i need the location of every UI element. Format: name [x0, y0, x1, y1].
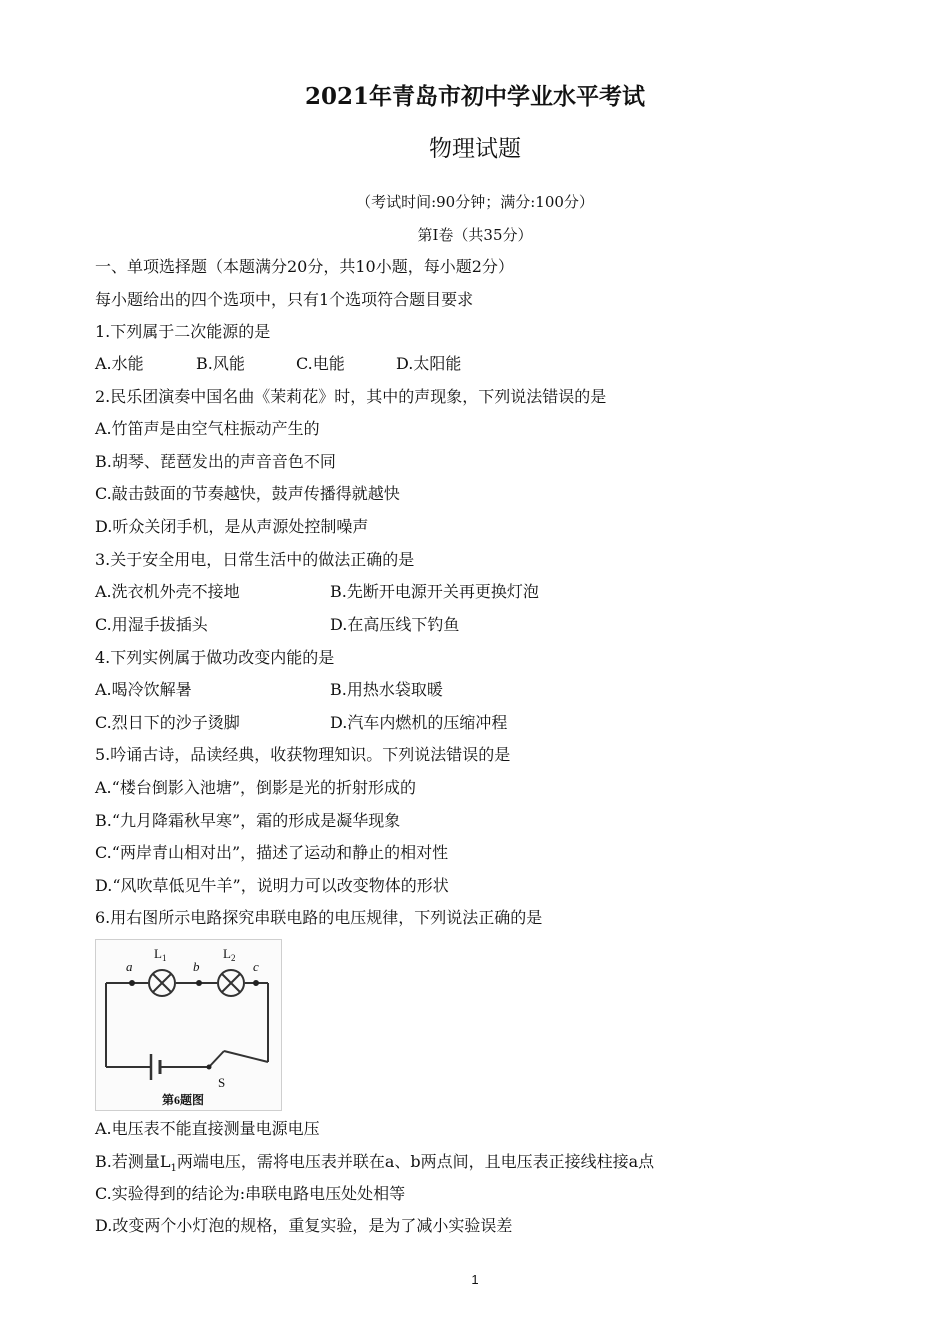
question-5-stem: 5.吟诵古诗，品读经典，收获物理知识。下列说法错误的是: [95, 745, 511, 764]
label-l2: L: [223, 946, 231, 961]
terminal-a: [129, 980, 135, 986]
question-3-stem: 3.关于安全用电，日常生活中的做法正确的是: [95, 550, 415, 569]
question-3-option-a: A.洗衣机外壳不接地: [95, 582, 240, 601]
label-l2-sub: 2: [231, 953, 236, 963]
question-5-option-c: C.“两岸青山相对出”，描述了运动和静止的相对性: [95, 843, 449, 862]
question-1-option-b: B.风能: [196, 354, 245, 373]
question-1-option-c: C.电能: [296, 354, 345, 373]
exam-subject: 物理试题: [429, 136, 521, 162]
question-5-option-d: D.“风吹草低见牛羊”，说明力可以改变物体的形状: [95, 876, 449, 895]
part-instruction: 每小题给出的四个选项中，只有1个选项符合题目要求: [95, 290, 474, 309]
question-3-option-d: D.在高压线下钓鱼: [330, 615, 460, 634]
terminal-b: [196, 980, 202, 986]
question-4-option-a: A.喝冷饮解暑: [95, 680, 192, 699]
question-6-option-b-rest: 两端电压，需将电压表并联在a、b两点间，且电压表正接线柱接a点: [176, 1152, 655, 1171]
question-2-option-d: D.听众关闭手机，是从声源处控制噪声: [95, 517, 369, 536]
question-2-option-c: C.敲击鼓面的节奏越快，鼓声传播得就越快: [95, 484, 400, 503]
question-2-option-b: B.胡琴、琵琶发出的声音音色不同: [95, 452, 336, 471]
question-4-stem: 4.下列实例属于做功改变内能的是: [95, 648, 335, 667]
question-1-stem: 1.下列属于二次能源的是: [95, 322, 271, 341]
exam-title: 2021年青岛市初中学业水平考试: [304, 83, 645, 110]
question-6-option-b-sub: 1: [170, 1163, 177, 1175]
question-6-option-b-lead: B.若测量L: [95, 1152, 171, 1171]
question-5-option-b: B.“九月降霜秋早寒”，霜的形成是凝华现象: [95, 811, 401, 830]
question-4-option-b: B.用热水袋取暖: [330, 680, 443, 699]
question-3-option-b: B.先断开电源开关再更换灯泡: [330, 582, 539, 601]
label-b: b: [193, 959, 200, 974]
question-4-option-d: D.汽车内燃机的压缩冲程: [330, 713, 508, 732]
question-1-option-a: A.水能: [95, 354, 144, 373]
question-6-option-a: A.电压表不能直接测量电源电压: [95, 1119, 320, 1138]
question-6-option-c: C.实验得到的结论为:串联电路电压处处相等: [95, 1184, 406, 1203]
exam-info: （考试时间:90分钟；满分:100分）: [356, 193, 594, 211]
terminal-c: [253, 980, 259, 986]
part-heading: 一、单项选择题（本题满分20分，共10小题，每小题2分）: [95, 257, 514, 276]
label-c: c: [253, 959, 259, 974]
label-l1: L: [154, 946, 162, 961]
question-6-option-b: [95, 1152, 654, 1179]
question-1-option-d: D.太阳能: [396, 354, 462, 373]
question-6-option-d: D.改变两个小灯泡的规格，重复实验，是为了减小实验误差: [95, 1216, 513, 1235]
question-4-option-c: C.烈日下的沙子烫脚: [95, 713, 240, 732]
label-a: a: [126, 959, 133, 974]
question-2-option-a: A.竹笛声是由空气柱振动产生的: [95, 419, 320, 438]
question-5-option-a: A.“楼台倒影入池塘”，倒影是光的折射形成的: [95, 778, 417, 797]
page-number: 1: [471, 1272, 479, 1287]
question-6-stem: 6.用右图所示电路探究串联电路的电压规律，下列说法正确的是: [95, 908, 543, 927]
label-s: S: [218, 1075, 226, 1090]
question-3-option-c: C.用湿手拔插头: [95, 615, 208, 634]
label-l1-sub: 1: [162, 953, 167, 963]
question-2-stem: 2.民乐团演奏中国名曲《茉莉花》时，其中的声现象，下列说法错误的是: [95, 387, 607, 406]
circuit-diagram: [95, 939, 282, 1111]
circuit-svg: [96, 940, 281, 1110]
figure-caption: 第6题图: [162, 1093, 205, 1107]
section-title: 第Ⅰ卷（共35分）: [417, 226, 533, 244]
